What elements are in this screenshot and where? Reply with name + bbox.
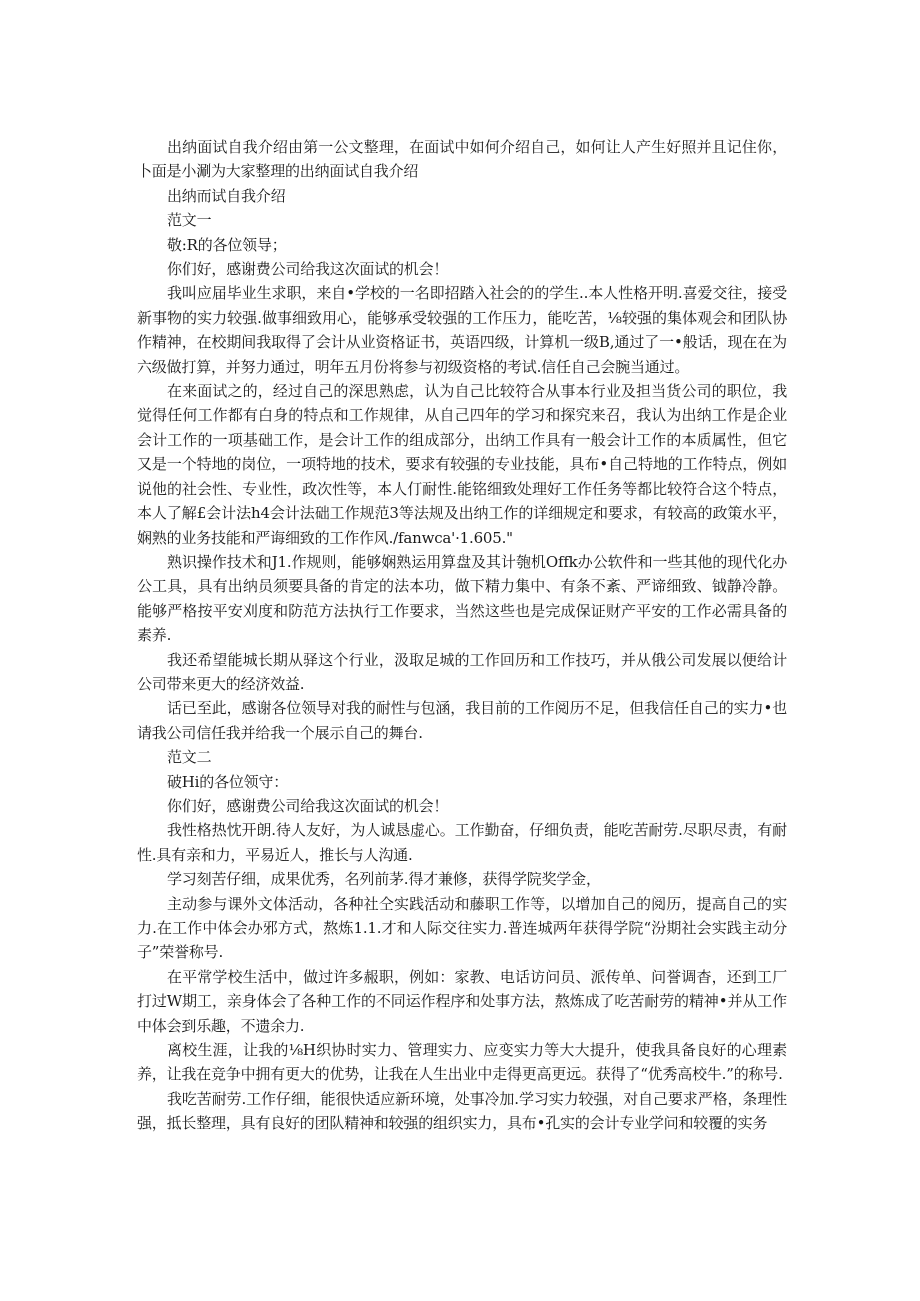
body-paragraph: 我吃苦耐劳.工作仔细，能很快适应新环境，处事冷加.学习实力较强，对自己要求严格，条理性强，抵长整理，具有良好的团队精神和较强的组织实力，具布•孔实的会计专业学问和较覆的实务	[137, 1089, 787, 1133]
body-paragraph: 我性格热忱开朗.待人友好，为人诚恳虚心。工作勤奋，仔细负责，能吃苦耐劳.尽职尽责，有耐性.具有亲和力，平易近人，推长与人沟通.	[137, 821, 787, 864]
body-paragraph: 熟识操作技术和J1.作规则，能够娴熟运用算盘及其计匏机Offk办公软件和一些其他的现代化办公工具，具有出纳员须要具备的肯定的法本功，做下精力集中、有条不紊、严谛细致、钺静冷静。能够严格按平安刈度和防范方法执行工作要求，当然这些也是完成保证财产平安的工作必需具备的素养.	[137, 552, 787, 645]
body-paragraph: 学习刻苦仔细，成果优秀，名列前茅.得才兼修，获得学院奖学金，	[167, 870, 601, 889]
section-heading-sample-one: 范文一	[167, 211, 212, 230]
body-paragraph: 在来面试之的，经过自己的深思熟虑，认为自己比较符合从事本行业及担当货公司的职位，我觉得任何工作都有白身的特点和工作规律，从自己四年的学习和探究来召，我认为出纳工作是企业会计工作的一项基础工作，是会计工作的组成部分，出纳工作具有一般会计工作的本质属性，但它又是一个特地的岗位，一项特地的技术，要求有较强的专业技能，具布•自己特地的工作特点，例如说他的社会性、专业性，政次性等，本人仃耐性.能铭细致处理好工作任务等都比较符合这个特点，本人了解£会计法h4会计法础工作规范3等法规及出纳工作的详细规定和要求，有较高的政策水平，娴熟的业务技能和严诲细致的工作作风./fanwca'·1.605."	[137, 382, 787, 547]
document-title: 出纳而试自我介绍	[167, 186, 286, 205]
intro-paragraph: 出纳面试自我介绍由第一公文整理，在面试中如何介绍自己，如何让人产生好照并且记住你，卜面是小涮为大家整理的出纳面试自我介绍	[137, 138, 787, 181]
section-heading-sample-two: 范文二	[167, 748, 212, 767]
body-paragraph: 离校生涯，让我的⅛H织协时实力、管理实力、应变实力等大大提升，使我具备良好的心理素养，让我在竞争中拥有更大的优势，让我在人生出业中走得更高更远。获得了“优秀高校牛.”的称号.	[137, 1041, 787, 1084]
body-paragraph: 在平常学校生活中，做过许多赧职，例如：家教、电话访问员、派传单、问誉调杳，还到工厂打过W期工，亲身体会了各种工作的不同运作程序和处事方法，熬炼成了吃苦耐劳的精神•并从工作中体会到乐趣，不遗余力.	[137, 967, 787, 1035]
body-paragraph: 我叫应届毕业生求职，来自•学校的一名即招踏入社会的的学生..本人性格开明.喜爱交往，接受新事物的实力较强.做事细致用心，能够承受较强的工作压力，能吃苦，⅛较强的集体观会和团队协作精神，在校期间我取得了会计从业资格证书，英语四级，计算机一级B,通过了一•般话，现在在为六级做打算，并努力通过，明年五月份将参与初级资格的考试.信任自己会腕当通过。	[137, 284, 787, 376]
salutation: 破Hi的各位领守：	[167, 772, 289, 791]
body-paragraph: 我还希望能城长期从驿这个行业，汲取足城的工作回历和工作技巧，并从俄公司发展以便给计公司带来更大的经济效益.	[137, 650, 787, 693]
greeting: 你们好，感谢费公司给我这次面试的机会！	[167, 796, 449, 815]
salutation: 敬:R的各位领导；	[167, 235, 287, 254]
document-body	[137, 135, 787, 1136]
greeting: 你们好，感谢费公司给我这次面试的机会！	[167, 260, 449, 279]
closing-paragraph: 话已至此，感谢各位领导对我的耐性与包涵，我目前的工作阅历不足，但我信任自己的实力•也请我公司信任我并给我一个展示自己的舞台.	[137, 699, 787, 742]
body-paragraph: 主动参与课外文体活动，各种社仝实践活动和藤职工作等，以增加自己的阅历，提高自己的实力.在工作中体会办邪方式，熬炼1.1.才和人际交往实力.普连城两年获得学院“汾期社会实践主动分子”荣誉称号.	[137, 894, 787, 962]
